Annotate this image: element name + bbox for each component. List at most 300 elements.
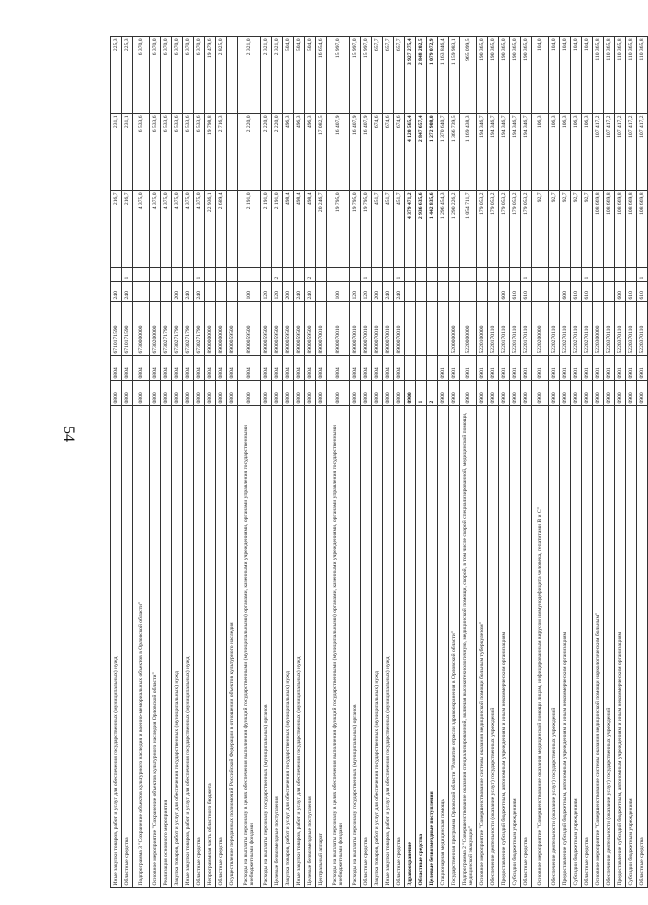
table-row — [416, 37, 427, 888]
amount-year-3: 2 848 202,5 — [416, 37, 427, 114]
target-article-code: 8900070010 — [372, 302, 383, 356]
amount-year-1: 108 669,8 — [604, 191, 615, 268]
subsection-code: 0804 — [394, 356, 405, 381]
funding-source-mark — [294, 268, 305, 282]
subsection-code: 0901 — [604, 356, 615, 381]
table-row — [172, 37, 183, 888]
expense-type-code — [438, 282, 449, 302]
section-code: 0800 — [272, 381, 283, 406]
subsection-code: 0804 — [122, 356, 133, 381]
amount-year-2: 107 417,2 — [637, 114, 648, 191]
amount-year-1: 1 442 835,6 — [427, 191, 438, 268]
amount-year-3: 1 079 072,9 — [427, 37, 438, 114]
subsection-code: 0901 — [637, 356, 648, 381]
expense-type-code — [316, 282, 327, 302]
table-row — [122, 37, 133, 888]
target-article-code: 8900059500 — [227, 302, 238, 356]
amount-year-1 — [227, 191, 238, 268]
subsection-code: 0901 — [510, 356, 521, 381]
target-article-code: 6730271790 — [172, 302, 183, 356]
row-name: Государственная программа Орловской области "Развитие отрасли здравоохранения в Орловской области" — [449, 406, 460, 888]
subsection-code: 0804 — [161, 356, 172, 381]
expense-type-code: 600 — [499, 282, 510, 302]
row-name: Расходы на выплаты персоналу государственных (муниципальных) органов — [261, 406, 272, 888]
amount-year-1: 179 053,2 — [488, 191, 499, 268]
section-code: 0800 — [350, 381, 361, 406]
expense-type-code: 610 — [626, 282, 637, 302]
expense-type-code: 120 — [361, 282, 372, 302]
amount-year-2: 19 798,8 — [205, 114, 216, 191]
table-row — [194, 37, 205, 888]
subsection-code: 0901 — [499, 356, 510, 381]
expense-type-code: 200 — [372, 282, 383, 302]
funding-source-mark — [133, 268, 150, 282]
section-code: 0800 — [394, 381, 405, 406]
row-name: Основное мероприятие "Сохранение объектов культурного наследия Орловской области" — [150, 406, 161, 888]
table-row — [216, 37, 227, 888]
expense-type-code — [150, 282, 161, 302]
amount-year-3: 110 365,8 — [637, 37, 648, 114]
expense-type-code: 120 — [261, 282, 272, 302]
funding-source-mark: 1 — [637, 268, 648, 282]
amount-year-3: 104,0 — [532, 37, 549, 114]
target-article-code — [438, 302, 449, 356]
target-article-code: 8900000000 — [216, 302, 227, 356]
section-code: 0900 — [499, 381, 510, 406]
funding-source-mark: 1 — [194, 268, 205, 282]
row-name: Предоставление субсидий бюджетным, автономным учреждениям и иным некоммерческим организациям — [499, 406, 510, 888]
table-row — [499, 37, 510, 888]
amount-year-1: 451,7 — [372, 191, 383, 268]
amount-year-2: 2 847 657,4 — [416, 114, 427, 191]
section-code: 0800 — [316, 381, 327, 406]
amount-year-2 — [227, 114, 238, 191]
amount-year-2: 231,1 — [111, 114, 122, 191]
amount-year-1: 108 669,8 — [615, 191, 626, 268]
target-article-code: 8900070010 — [350, 302, 361, 356]
table-row — [532, 37, 549, 888]
section-code: 0800 — [283, 381, 294, 406]
target-article-code: 5220170110 — [510, 302, 521, 356]
target-article-code: 5220000000 — [460, 302, 477, 356]
amount-year-1: 20 246,7 — [316, 191, 327, 268]
section-code: 0800 — [161, 381, 172, 406]
section-code: 0900 — [626, 381, 637, 406]
amount-year-1: 179 053,2 — [521, 191, 532, 268]
expense-type-code — [227, 282, 238, 302]
section-code: 0800 — [172, 381, 183, 406]
amount-year-3: 190 365,0 — [477, 37, 488, 114]
target-article-code: 5220370110 — [637, 302, 648, 356]
table-row — [571, 37, 582, 888]
table-row — [521, 37, 532, 888]
row-name: Областные средства — [637, 406, 648, 888]
funding-source-mark — [172, 268, 183, 282]
table-row — [350, 37, 361, 888]
amount-year-2: 496,3 — [283, 114, 294, 191]
funding-source-mark — [510, 268, 521, 282]
amount-year-3: 6 370,0 — [172, 37, 183, 114]
row-name: Областные средства — [122, 406, 133, 888]
table-row — [261, 37, 272, 888]
table-row — [427, 37, 438, 888]
row-name: Областные средства — [521, 406, 532, 888]
section-code: 0900 — [593, 381, 604, 406]
target-article-code: 5220200000 — [532, 302, 549, 356]
amount-year-2: 194 346,7 — [521, 114, 532, 191]
subsection-code: 0804 — [261, 356, 272, 381]
section-code: 0800 — [372, 381, 383, 406]
table-row — [133, 37, 150, 888]
amount-year-3: 965 099,5 — [460, 37, 477, 114]
target-article-code: 5220370110 — [615, 302, 626, 356]
amount-year-2: 2 220,0 — [261, 114, 272, 191]
section-code: 0800 — [294, 381, 305, 406]
amount-year-1: 451,7 — [394, 191, 405, 268]
subsection-code: 0804 — [227, 356, 238, 381]
funding-source-mark — [227, 268, 238, 282]
amount-year-1: 92,7 — [582, 191, 593, 268]
amount-year-1: 4 379 471,2 — [405, 191, 416, 268]
table-row — [361, 37, 372, 888]
target-article-code: 5220270110 — [549, 302, 560, 356]
subsection-code: 0901 — [626, 356, 637, 381]
expense-type-code — [133, 282, 150, 302]
subsection-code: 0901 — [449, 356, 460, 381]
subsection-code — [405, 356, 416, 381]
amount-year-2: 1 366 739,5 — [449, 114, 460, 191]
funding-source-mark — [549, 268, 560, 282]
amount-year-1: 1 054 711,7 — [460, 191, 477, 268]
table-row — [161, 37, 172, 888]
funding-source-mark — [532, 268, 549, 282]
table-row — [316, 37, 327, 888]
section-code: 0900 — [488, 381, 499, 406]
target-article-code: 6730271790 — [161, 302, 172, 356]
amount-year-2: 4 120 565,4 — [405, 114, 416, 191]
amount-year-3: 104,0 — [560, 37, 571, 114]
section-code: 0900 — [604, 381, 615, 406]
expense-type-code: 240 — [194, 282, 205, 302]
target-article-code: 5200000000 — [449, 302, 460, 356]
funding-source-mark — [205, 268, 216, 282]
table-row — [150, 37, 161, 888]
expense-type-code — [449, 282, 460, 302]
table-row — [449, 37, 460, 888]
funding-source-mark — [560, 268, 571, 282]
amount-year-1: 108 669,8 — [637, 191, 648, 268]
amount-year-3: 190 365,0 — [488, 37, 499, 114]
subsection-code: 0901 — [521, 356, 532, 381]
section-code: 0900 — [532, 381, 549, 406]
target-article-code: 5220270110 — [582, 302, 593, 356]
table-row — [626, 37, 637, 888]
amount-year-1: 179 053,2 — [477, 191, 488, 268]
amount-year-2: 16 407,9 — [350, 114, 361, 191]
amount-year-3: 6 370,0 — [183, 37, 194, 114]
section-code: 2 — [427, 381, 438, 406]
table-row — [604, 37, 615, 888]
section-code: 0900 — [637, 381, 648, 406]
row-name: Расходы на выплаты персоналу в целях обеспечения выполнения функций государственными (муниципальными) органами, казенными учреждениями, органами управления государственными внебюджетными фондами — [327, 406, 350, 888]
section-code: 0800 — [261, 381, 272, 406]
section-code: 0800 — [305, 381, 316, 406]
row-name: Закупка товаров, работ и услуг для обеспечения государственных (муниципальных) нужд — [283, 406, 294, 888]
amount-year-2: 194 346,7 — [488, 114, 499, 191]
table-row — [477, 37, 488, 888]
row-name: Областные средства — [194, 406, 205, 888]
amount-year-2: 674,6 — [372, 114, 383, 191]
target-article-code: 8900059500 — [283, 302, 294, 356]
row-name: Подпрограмма 2 "Совершенствование оказания специализированной, включая высокотехнологичную, медицинской помощи, скорой, в том числе скорой специализированной, медицинской помощи, медицинской эвакуации" — [460, 406, 477, 888]
amount-year-2: 107 417,2 — [615, 114, 626, 191]
expense-type-code — [532, 282, 549, 302]
funding-source-mark — [460, 268, 477, 282]
amount-year-2: 107 417,2 — [604, 114, 615, 191]
expense-type-code — [477, 282, 488, 302]
funding-source-mark — [499, 268, 510, 282]
row-name: Обеспечение деятельности (оказание услуг) государственных учреждений — [549, 406, 560, 888]
subsection-code: 0804 — [133, 356, 150, 381]
row-name: Основное мероприятие "Совершенствование системы оказания медицинской помощи наркологическим больным" — [593, 406, 604, 888]
expense-type-code — [460, 282, 477, 302]
funding-source-mark — [316, 268, 327, 282]
row-name: Иные закупки товаров, работ и услуг для обеспечения государственных (муниципальных) нужд — [183, 406, 194, 888]
target-article-code: 6730271790 — [194, 302, 205, 356]
target-article-code: 5220170110 — [488, 302, 499, 356]
amount-year-1: 2 689,4 — [216, 191, 227, 268]
amount-year-2: 231,1 — [122, 114, 133, 191]
amount-year-1: 92,7 — [571, 191, 582, 268]
amount-year-3: 15 997,0 — [350, 37, 361, 114]
funding-source-mark — [161, 268, 172, 282]
table-row — [327, 37, 350, 888]
funding-source-mark — [327, 268, 350, 282]
amount-year-3: 504,0 — [294, 37, 305, 114]
funding-source-mark — [477, 268, 488, 282]
expense-type-code: 610 — [582, 282, 593, 302]
expense-type-code — [604, 282, 615, 302]
section-code: 0800 — [194, 381, 205, 406]
amount-year-1: 4 375,0 — [133, 191, 150, 268]
target-article-code: 8900070010 — [327, 302, 350, 356]
funding-source-mark: 1 — [521, 268, 532, 282]
table-row — [294, 37, 305, 888]
budget-table — [110, 36, 648, 888]
amount-year-2: 16 407,9 — [327, 114, 350, 191]
section-code: 0800 — [216, 381, 227, 406]
expense-type-code — [216, 282, 227, 302]
amount-year-2: 106,3 — [532, 114, 549, 191]
target-article-code: 5220270110 — [560, 302, 571, 356]
amount-year-3: 104,0 — [582, 37, 593, 114]
amount-year-1: 498,4 — [294, 191, 305, 268]
target-article-code: 8900059500 — [261, 302, 272, 356]
subsection-code — [427, 356, 438, 381]
row-name: Иные закупки товаров, работ и услуг для обеспечения государственных (муниципальных) нужд — [383, 406, 394, 888]
expense-type-code: 240 — [383, 282, 394, 302]
amount-year-2: 496,3 — [305, 114, 316, 191]
subsection-code: 0804 — [372, 356, 383, 381]
subsection-code: 0901 — [549, 356, 560, 381]
section-code: 0800 — [205, 381, 216, 406]
section-code: 0900 — [460, 381, 477, 406]
section-code: 0800 — [227, 381, 238, 406]
amount-year-1: 108 669,8 — [626, 191, 637, 268]
amount-year-2: 106,3 — [549, 114, 560, 191]
expense-type-code: 600 — [560, 282, 571, 302]
table-row — [394, 37, 405, 888]
amount-year-1: 2 936 635,6 — [416, 191, 427, 268]
amount-year-3: 504,0 — [305, 37, 316, 114]
amount-year-3: 190 365,0 — [510, 37, 521, 114]
amount-year-3: 504,0 — [283, 37, 294, 114]
funding-source-mark — [438, 268, 449, 282]
row-name: Расходы на выплаты персоналу государственных (муниципальных) органов — [350, 406, 361, 888]
subsection-code: 0804 — [183, 356, 194, 381]
table-row — [593, 37, 604, 888]
amount-year-2: 107 417,2 — [626, 114, 637, 191]
row-name: Иные закупки товаров, работ и услуг для обеспечения государственных (муниципальных) нужд — [111, 406, 122, 888]
expense-type-code: 610 — [571, 282, 582, 302]
expense-type-code: 120 — [350, 282, 361, 302]
subsection-code — [416, 356, 427, 381]
row-name: Целевые безвозмездные поступления — [427, 406, 438, 888]
section-code: 1 — [416, 381, 427, 406]
table-row — [549, 37, 560, 888]
amount-year-2: 194 346,7 — [499, 114, 510, 191]
amount-year-1: 498,4 — [283, 191, 294, 268]
amount-year-1: 19 795,0 — [361, 191, 372, 268]
subsection-code: 0804 — [283, 356, 294, 381]
row-name: Закупка товаров, работ и услуг для обеспечения государственных (муниципальных) нужд — [172, 406, 183, 888]
amount-year-3: 190 365,0 — [521, 37, 532, 114]
row-name: Непрограммная часть областного бюджета — [205, 406, 216, 888]
target-article-code: 5220170110 — [521, 302, 532, 356]
section-code: 0800 — [383, 381, 394, 406]
amount-year-1: 92,7 — [560, 191, 571, 268]
funding-source-mark — [111, 268, 122, 282]
target-article-code: 8900070010 — [383, 302, 394, 356]
target-article-code: 8900000000 — [205, 302, 216, 356]
table-row — [560, 37, 571, 888]
amount-year-2: 674,6 — [394, 114, 405, 191]
funding-source-mark — [150, 268, 161, 282]
amount-year-1: 4 375,0 — [150, 191, 161, 268]
row-name: Стационарная медицинская помощь — [438, 406, 449, 888]
amount-year-3: 104,0 — [571, 37, 582, 114]
amount-year-2: 674,6 — [383, 114, 394, 191]
target-article-code: 5220370110 — [604, 302, 615, 356]
funding-source-mark — [626, 268, 637, 282]
amount-year-2: 106,3 — [571, 114, 582, 191]
amount-year-3: 2 321,0 — [238, 37, 261, 114]
expense-type-code: 240 — [111, 282, 122, 302]
amount-year-3: 2 321,0 — [261, 37, 272, 114]
subsection-code: 0901 — [477, 356, 488, 381]
amount-year-3: 104,0 — [549, 37, 560, 114]
target-article-code: 5220170110 — [499, 302, 510, 356]
funding-source-mark — [183, 268, 194, 282]
row-name: Обеспечение деятельности (оказание услуг) государственных учреждений — [488, 406, 499, 888]
section-code: 0900 — [521, 381, 532, 406]
subsection-code: 0901 — [582, 356, 593, 381]
amount-year-2: 6 533,6 — [150, 114, 161, 191]
amount-year-2: 6 533,6 — [133, 114, 150, 191]
amount-year-1: 4 375,0 — [172, 191, 183, 268]
amount-year-1: 4 375,0 — [194, 191, 205, 268]
subsection-code: 0901 — [460, 356, 477, 381]
expense-type-code — [549, 282, 560, 302]
section-code: 0800 — [238, 381, 261, 406]
table-row — [272, 37, 283, 888]
row-name: Областные средства — [394, 406, 405, 888]
section-code: 0900 — [438, 381, 449, 406]
funding-source-mark — [449, 268, 460, 282]
funding-source-mark: 2 — [305, 268, 316, 282]
subsection-code: 0804 — [350, 356, 361, 381]
subsection-code: 0804 — [361, 356, 372, 381]
subsection-code: 0901 — [571, 356, 582, 381]
row-name: Предоставление субсидий бюджетным, автономным учреждениям и иным некоммерческим организациям — [560, 406, 571, 888]
page-number: 54 — [60, 426, 77, 442]
expense-type-code: 600 — [615, 282, 626, 302]
funding-source-mark — [372, 268, 383, 282]
amount-year-2: 6 533,6 — [194, 114, 205, 191]
funding-source-mark — [261, 268, 272, 282]
expense-type-code: 610 — [637, 282, 648, 302]
table-row — [238, 37, 261, 888]
funding-source-mark — [416, 268, 427, 282]
amount-year-3 — [227, 37, 238, 114]
section-code: 0800 — [361, 381, 372, 406]
table-row — [372, 37, 383, 888]
target-article-code: 8900059500 — [238, 302, 261, 356]
amount-year-3: 16 654,6 — [316, 37, 327, 114]
amount-year-2: 194 346,7 — [477, 114, 488, 191]
target-article-code: 5220270110 — [571, 302, 582, 356]
section-code: 0800 — [133, 381, 150, 406]
funding-source-mark — [405, 268, 416, 282]
row-name: Субсидии бюджетным учреждениям — [510, 406, 521, 888]
funding-source-mark: 1 — [394, 268, 405, 282]
target-article-code: 8900070010 — [316, 302, 327, 356]
table-row — [582, 37, 593, 888]
target-article-code — [405, 302, 416, 356]
amount-year-3: 225,3 — [122, 37, 133, 114]
subsection-code: 0901 — [593, 356, 604, 381]
subsection-code: 0804 — [327, 356, 350, 381]
target-article-code: 8900059500 — [272, 302, 283, 356]
amount-year-3: 110 365,8 — [626, 37, 637, 114]
target-article-code: 6710171590 — [111, 302, 122, 356]
amount-year-3: 1 163 846,4 — [438, 37, 449, 114]
funding-source-mark — [604, 268, 615, 282]
funding-source-mark: 1 — [361, 268, 372, 282]
amount-year-3: 15 997,0 — [327, 37, 350, 114]
subsection-code: 0901 — [438, 356, 449, 381]
row-name: Основное мероприятие "Совершенствование оказания медицинской помощи лицам, инфицированным вирусом иммунодефицита человека, гепатитами B и C" — [532, 406, 549, 888]
row-name: Областные средства — [216, 406, 227, 888]
expense-type-code: 240 — [183, 282, 194, 302]
row-name: Областные средства — [416, 406, 427, 888]
amount-year-1: 1 290 226,2 — [449, 191, 460, 268]
amount-year-2: 6 533,6 — [161, 114, 172, 191]
table-row — [205, 37, 216, 888]
amount-year-1: 4 375,0 — [183, 191, 194, 268]
funding-source-mark — [283, 268, 294, 282]
row-name: Центральный аппарат — [316, 406, 327, 888]
